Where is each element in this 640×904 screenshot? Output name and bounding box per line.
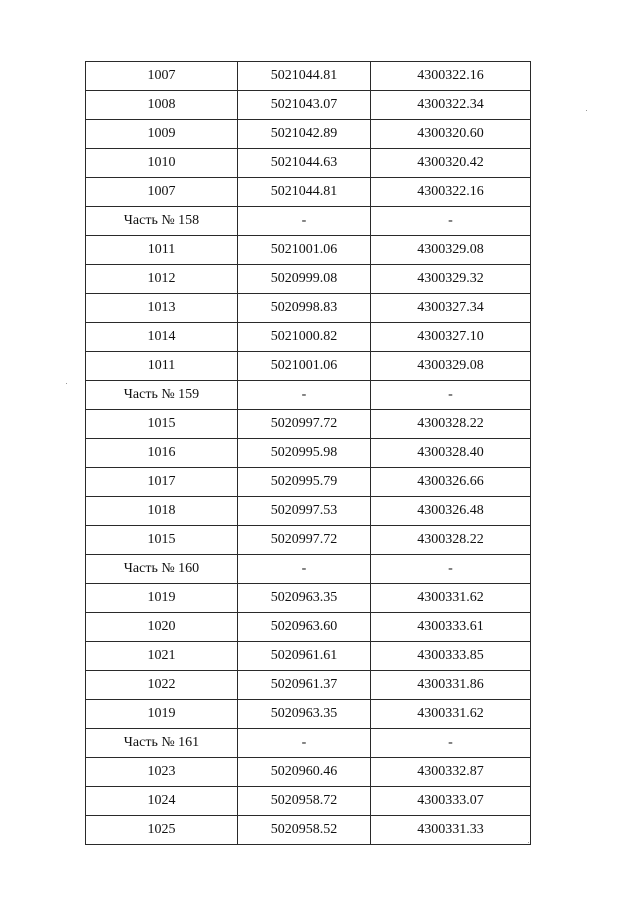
table-row xyxy=(86,120,531,149)
x-coordinate-cell: 5021001.06 xyxy=(238,352,371,381)
table-row xyxy=(86,700,531,729)
scan-speck xyxy=(528,842,529,843)
coordinates-table xyxy=(85,61,531,845)
table-row xyxy=(86,468,531,497)
point-number-cell: 1015 xyxy=(86,410,238,439)
y-coordinate-cell: 4300320.42 xyxy=(371,149,531,178)
point-number-cell: 1019 xyxy=(86,700,238,729)
x-coordinate-cell: 5020963.35 xyxy=(238,584,371,613)
x-coordinate-cell: 5021000.82 xyxy=(238,323,371,352)
point-number-cell: 1022 xyxy=(86,671,238,700)
point-number-cell: 1013 xyxy=(86,294,238,323)
table-row xyxy=(86,323,531,352)
y-coordinate-cell: 4300329.08 xyxy=(371,236,531,265)
x-coordinate-cell: 5021043.07 xyxy=(238,91,371,120)
y-coordinate-cell: - xyxy=(371,207,531,236)
point-number-cell: 1010 xyxy=(86,149,238,178)
y-coordinate-cell: 4300333.07 xyxy=(371,787,531,816)
table-row xyxy=(86,787,531,816)
x-coordinate-cell: - xyxy=(238,381,371,410)
table-row xyxy=(86,178,531,207)
x-coordinate-cell: - xyxy=(238,555,371,584)
part-label-cell: Часть № 160 xyxy=(86,555,238,584)
y-coordinate-cell: 4300322.16 xyxy=(371,62,531,91)
part-label-cell: Часть № 159 xyxy=(86,381,238,410)
x-coordinate-cell: 5020999.08 xyxy=(238,265,371,294)
table-row xyxy=(86,410,531,439)
x-coordinate-cell: - xyxy=(238,207,371,236)
y-coordinate-cell: 4300328.22 xyxy=(371,526,531,555)
point-number-cell: 1007 xyxy=(86,178,238,207)
x-coordinate-cell: 5021001.06 xyxy=(238,236,371,265)
y-coordinate-cell: 4300329.32 xyxy=(371,265,531,294)
point-number-cell: 1024 xyxy=(86,787,238,816)
table-row xyxy=(86,671,531,700)
x-coordinate-cell: 5020963.35 xyxy=(238,700,371,729)
point-number-cell: 1011 xyxy=(86,352,238,381)
table-row xyxy=(86,439,531,468)
x-coordinate-cell: 5020960.46 xyxy=(238,758,371,787)
scan-speck xyxy=(586,110,587,111)
table-row xyxy=(86,91,531,120)
y-coordinate-cell: 4300326.48 xyxy=(371,497,531,526)
scan-speck xyxy=(66,383,67,384)
point-number-cell: 1017 xyxy=(86,468,238,497)
point-number-cell: 1015 xyxy=(86,526,238,555)
y-coordinate-cell: - xyxy=(371,729,531,758)
x-coordinate-cell: 5020963.60 xyxy=(238,613,371,642)
x-coordinate-cell: 5020958.72 xyxy=(238,787,371,816)
y-coordinate-cell: 4300331.86 xyxy=(371,671,531,700)
point-number-cell: 1020 xyxy=(86,613,238,642)
y-coordinate-cell: 4300327.34 xyxy=(371,294,531,323)
part-label-cell: Часть № 161 xyxy=(86,729,238,758)
y-coordinate-cell: 4300331.33 xyxy=(371,816,531,845)
x-coordinate-cell: 5020961.37 xyxy=(238,671,371,700)
point-number-cell: 1008 xyxy=(86,91,238,120)
x-coordinate-cell: - xyxy=(238,729,371,758)
x-coordinate-cell: 5021044.81 xyxy=(238,62,371,91)
x-coordinate-cell: 5020997.72 xyxy=(238,526,371,555)
table-row xyxy=(86,236,531,265)
x-coordinate-cell: 5020997.72 xyxy=(238,410,371,439)
y-coordinate-cell: 4300329.08 xyxy=(371,352,531,381)
y-coordinate-cell: 4300332.87 xyxy=(371,758,531,787)
point-number-cell: 1009 xyxy=(86,120,238,149)
part-header-row xyxy=(86,729,531,758)
point-number-cell: 1016 xyxy=(86,439,238,468)
table-row xyxy=(86,149,531,178)
y-coordinate-cell: 4300328.22 xyxy=(371,410,531,439)
table-row xyxy=(86,816,531,845)
x-coordinate-cell: 5021044.81 xyxy=(238,178,371,207)
x-coordinate-cell: 5021042.89 xyxy=(238,120,371,149)
table-row xyxy=(86,584,531,613)
part-label-cell: Часть № 158 xyxy=(86,207,238,236)
x-coordinate-cell: 5020997.53 xyxy=(238,497,371,526)
y-coordinate-cell: 4300331.62 xyxy=(371,584,531,613)
point-number-cell: 1014 xyxy=(86,323,238,352)
y-coordinate-cell: 4300328.40 xyxy=(371,439,531,468)
y-coordinate-cell: 4300326.66 xyxy=(371,468,531,497)
point-number-cell: 1007 xyxy=(86,62,238,91)
y-coordinate-cell: 4300320.60 xyxy=(371,120,531,149)
x-coordinate-cell: 5020995.98 xyxy=(238,439,371,468)
table-row xyxy=(86,642,531,671)
point-number-cell: 1018 xyxy=(86,497,238,526)
table-row xyxy=(86,613,531,642)
table-row xyxy=(86,758,531,787)
table-row xyxy=(86,62,531,91)
table-row xyxy=(86,497,531,526)
point-number-cell: 1021 xyxy=(86,642,238,671)
table-row xyxy=(86,294,531,323)
y-coordinate-cell: 4300331.62 xyxy=(371,700,531,729)
x-coordinate-cell: 5020998.83 xyxy=(238,294,371,323)
part-header-row xyxy=(86,207,531,236)
part-header-row xyxy=(86,381,531,410)
y-coordinate-cell: 4300333.85 xyxy=(371,642,531,671)
point-number-cell: 1025 xyxy=(86,816,238,845)
y-coordinate-cell: 4300322.16 xyxy=(371,178,531,207)
x-coordinate-cell: 5020958.52 xyxy=(238,816,371,845)
x-coordinate-cell: 5020995.79 xyxy=(238,468,371,497)
y-coordinate-cell: - xyxy=(371,381,531,410)
y-coordinate-cell: 4300333.61 xyxy=(371,613,531,642)
point-number-cell: 1023 xyxy=(86,758,238,787)
table-row xyxy=(86,352,531,381)
y-coordinate-cell: 4300327.10 xyxy=(371,323,531,352)
coordinates-table-body xyxy=(86,62,531,845)
x-coordinate-cell: 5020961.61 xyxy=(238,642,371,671)
point-number-cell: 1012 xyxy=(86,265,238,294)
part-header-row xyxy=(86,555,531,584)
point-number-cell: 1019 xyxy=(86,584,238,613)
y-coordinate-cell: - xyxy=(371,555,531,584)
table-row xyxy=(86,526,531,555)
y-coordinate-cell: 4300322.34 xyxy=(371,91,531,120)
point-number-cell: 1011 xyxy=(86,236,238,265)
table-row xyxy=(86,265,531,294)
x-coordinate-cell: 5021044.63 xyxy=(238,149,371,178)
